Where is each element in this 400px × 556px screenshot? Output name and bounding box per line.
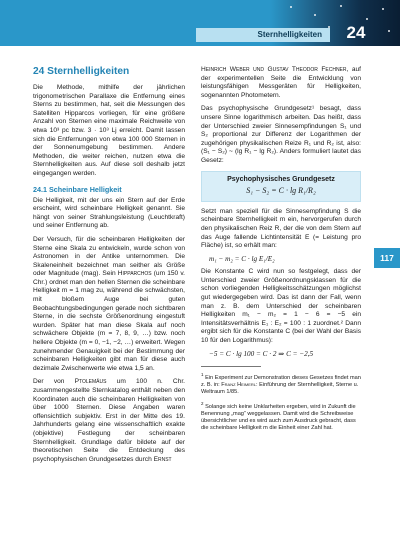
person-name: Hipparchos [117,270,152,278]
footnote-divider [201,366,261,367]
section-title: 24.1 Scheinbare Helligkeit [33,184,122,194]
footnote-1: $^1$ Ein Experiment zur Demonstration dieses Gesetzes findet man z. B. in: Franz Heimerl: Einführung der Sternhelligkeit, Sterne u. Weltraum 1/85. [201,372,361,396]
paragraph-magnitude-substitution: Setzt man speziell für die Sinnesempfindung S die scheinbare Sternhelligkeit m ein, hervorgerufen durch den physikalischen Reiz R, der die von dem Stern auf das Auge fallende Lichtintensität E (= Leistung pro Fläche) ist, so erhält man: [201,207,361,250]
intro-paragraph: Die Methode, mithilfe der jährlichen trigonometrischen Parallaxe die Entfernung eines Sterns zu bestimmen, hat, seit die Messungen des Satelliten Hipparcos vorliegen, für eine größere Anzahl von Sternen eine maximale Reichweite von etwa 10³ pc bzw. 3 · 10³ Lj erreicht. Damit lassen sich die Entfernungen von etwa 100 000 Sternen in der Sonnenumgebung bestimmen. Andere Methoden, die weiter reichen, nutzen etwa die Sternhelligkeiten aus. Auf diese soll deshalb jetzt eingegangen werden. [33,84,185,177]
chapter-number: 24 [346,23,366,42]
running-head-title: Sternhelligkeiten [257,30,322,39]
paragraph-hipparchos: Der Versuch, für die scheinbaren Helligkeiten der Sterne eine Skala zu entwickeln, wurde schon von Astronomen in der Antike unternommen. Die Skaleneinheit bezeichnet man seither als Größe oder Magnitude (mag). Sein Hipparchos (um 150 v. Chr.) ordnet man den hellen Sternen die scheinbare Helligkeit m = 1 mag zu, während die schwächsten, mit bloßem Auge bei guten Beobachtungsbedingungen gerade noch sichtbaren Sterne, in die sechste Größenordnung eingestuft wurden. Später hat man diese Skala auf noch schwächere Objekte (m = 7, 8, 9, …) bzw. noch hellere Objekte (m = 0, −1, −2, …) erweitert. Wegen zunehmender Genauigkeit bei der Bestimmung der scheinbaren Helligkeiten gibt man für diese auch dezimale Zwischenwerte wie etwa 1,5 an. [33,235,185,372]
paragraph-law-intro: Das psychophysische Grundgesetz¹ besagt, dass unsere Sinne logarithmisch arbeiten. Das heißt, dass der Unterschied zweier Sinnesempfindungen S₁ und S₂ proportional zur Differenz der Logarithmen der zugehörigen physikalischen Reize R₁ und R₂ ist, also: (S₁ − S₂) ~ (lg R₁ − lg R₂). Anders formuliert lautet das Gesetz: [201,105,361,164]
person-name: Ptolemäus [74,378,107,386]
right-column [201,66,361,435]
page-number-tab: 117 [374,248,400,268]
left-column [33,66,185,468]
constant-equation: −5 = C · lg 100 = C · 2 ⇒ C = −2,5 [209,349,314,358]
footnote-2: $^2$ Solange sich keine Unklarheiten ergeben, wird in Zukunft die Benennung „mag“ weggelassen. Damit wird die Schreibweise übersichtlicher und es wird auch zum Ausdruck gebracht, dass die scheinbare Helligkeit m die Einheit einer Zahl hat. [201,400,356,432]
person-name: Franz Heimerl [221,382,257,389]
formula-box-title: Psychophysisches Grundgesetz [227,175,335,183]
magnitude-equation: m₁ − m₂ = C · lg E₁/E₂ [209,254,275,263]
paragraph-ptolemaeus: Der von Ptolemäus um 100 n. Chr. zusammengestellte Sternkatalog enthält neben den Koordinaten auch die scheinbaren Helligkeiten von über 1000 Sternen. Diese Angaben waren offensichtlich subjektiv. Erst in der Mitte des 19. Jahrhunderts gelang eine wissenschaftlich exakte (objektive) Festlegung der scheinbaren Sternhelligkeit. Grundlage dafür bildete auf der theoretischen Seite die Entdeckung des psychophysischen Grundgesetzes durch Ernst [33,378,185,463]
person-names: Heinrich Weber und Gustav Theodor Fechner [201,66,347,73]
paragraph-weber-fechner: Heinrich Weber und Gustav Theodor Fechner, auf der experimentellen Seite die Entwicklung von leistungsfähigen Messgeräten für Helligkeiten, sogenannten Photometern. [201,66,361,99]
formula-box [201,171,361,202]
paragraph-apparent-brightness: Die Helligkeit, mit der uns ein Stern auf der Erde erscheint, wird scheinbare Helligkeit genannt. Sie hängt von seiner Strahlungsleistung (Leuchtkraft) und seiner Entfernung ab. [33,196,185,230]
paragraph-constant: Die Konstante C wird nun so festgelegt, dass der Unterschied zweier Größenordnungsklassen für die schon vorliegenden Helligkeitsschätzungen möglichst gut wiedergegeben wird. Das ist dann der Fall, wenn man z. B. dem Unterschied der scheinbaren Helligkeiten m₁ − m₂ = 1 − 6 = −5 ein Intensitätsverhältnis E₁ : E₂ = 100 : 1 zuordnet.² Dann ergibt sich für die Konstante C (bei der Wahl der Basis 10 für den Logarithmus): [201,268,361,345]
header-bar [0,0,400,46]
chapter-title: 24 Sternhelligkeiten [33,66,130,77]
psychophysical-formula: S₁ − S₂ = C · lg R₁/R₂ [246,186,316,196]
person-name: Ernst [153,455,172,463]
